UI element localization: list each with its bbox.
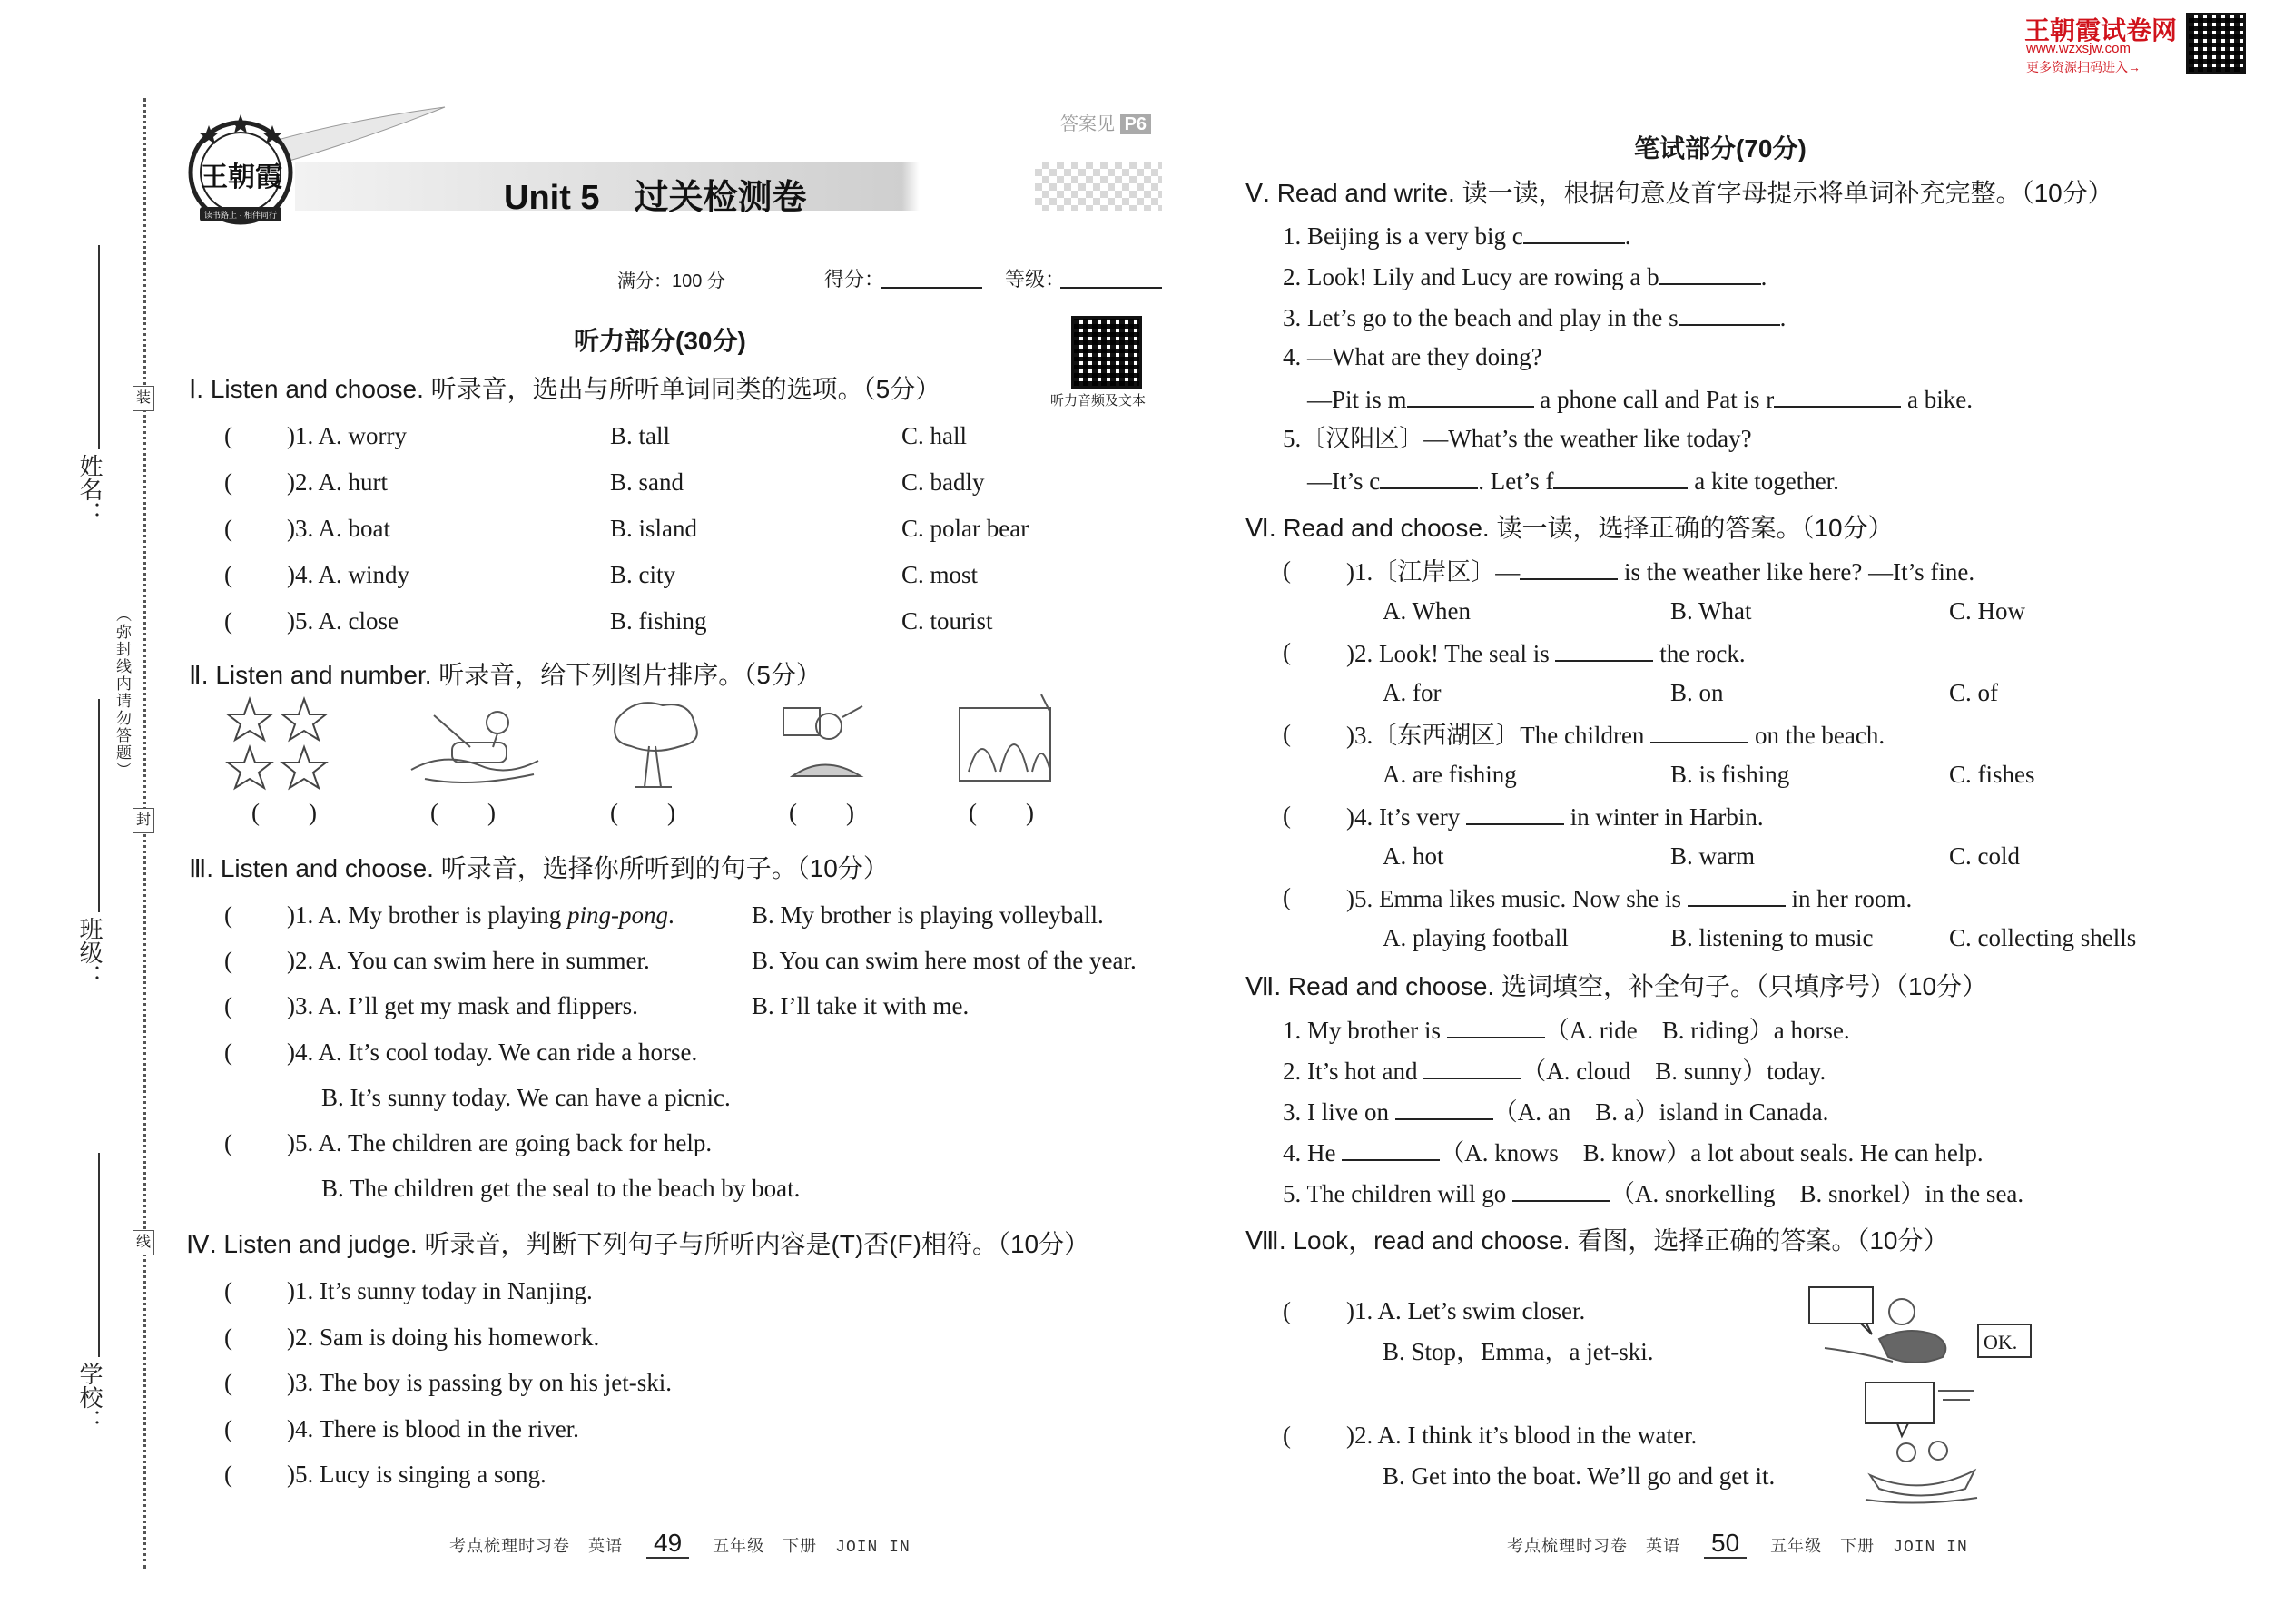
s7-q3-post: （A. an B. a）island in Canada.	[1492, 1098, 1829, 1126]
s5-q5-answer	[1307, 468, 1839, 494]
school-field[interactable]	[98, 1153, 100, 1357]
s3-paren-1[interactable]: (	[224, 901, 232, 929]
s7-q5-post: （A. snorkelling B. snorkel）in the sea.	[1610, 1180, 2024, 1207]
s4-paren-4[interactable]: (	[224, 1415, 232, 1442]
s8-q1-a: )1. A. Let’s swim closer.	[1346, 1297, 1586, 1324]
s7-q5-pre: 5. The children will go	[1283, 1180, 1507, 1207]
s6-q1-post: is the weather like here? —It’s fine.	[1624, 558, 1975, 586]
qr-caption: 听力音频及文本	[1050, 394, 1147, 408]
s7-q5	[1283, 1180, 2023, 1206]
s2-answer-paren-3[interactable]: ( )	[610, 799, 675, 826]
name-field[interactable]	[98, 245, 100, 449]
section-4-title: Ⅳ. Listen and judge. 听录音，判断下列句子与所听内容是(T)否(F)相符。（10分）	[186, 1230, 1090, 1258]
tree-picture	[599, 692, 708, 792]
brand-site-url: www.wzxsjw.com	[2026, 41, 2132, 56]
s8-q1-b: B. Stop，Emma，a jet-ski.	[1383, 1338, 1654, 1365]
s1-option-c-4: C. most	[901, 561, 979, 588]
s3-option-b-5: B. The children get the seal to the beach by boat.	[321, 1175, 801, 1202]
listening-qr-code[interactable]	[1071, 316, 1142, 389]
s5-q4-blank-1[interactable]	[1407, 386, 1534, 408]
logo-subtext: 读书路上 · 相伴同行	[204, 211, 277, 220]
title-checker	[1035, 162, 1162, 211]
s6-paren-3[interactable]: (	[1283, 720, 1291, 747]
jetski-boy-picture	[407, 697, 543, 788]
s6-q4-pre: )4. It’s very	[1346, 803, 1461, 831]
brand-slogan: 更多资源扫码进入→	[2026, 60, 2141, 74]
s6-paren-4[interactable]: (	[1283, 802, 1291, 829]
s3-option-a-4: )4. A. It’s cool today. We can ride a horse.	[287, 1038, 698, 1066]
answer-reference	[1060, 109, 1151, 135]
binding-dashed-line	[143, 98, 146, 1569]
s6-q3-post: on the beach.	[1754, 722, 1885, 749]
section-6-title: Ⅵ. Read and choose. 读一读，选择正确的答案。（10分）	[1245, 514, 1894, 542]
s1-option-c-3: C. polar bear	[901, 515, 1029, 542]
seal-char-3: 线	[133, 1230, 154, 1255]
s4-item-4: )4. There is blood in the river.	[287, 1415, 579, 1442]
footer-term: 下册	[783, 1537, 818, 1555]
s6-q1-blank[interactable]	[1520, 558, 1618, 580]
seal-swim-picture	[1807, 1284, 1988, 1371]
s5-q3-period: .	[1779, 304, 1787, 331]
logo-badge	[182, 109, 300, 227]
seal-char-2: 封	[133, 808, 154, 833]
s5-q4-text-2: a phone call and Pat is r	[1540, 386, 1775, 413]
s5-q1-period: .	[1624, 222, 1631, 250]
s1-option-c-1: C. hall	[901, 422, 967, 449]
s7-q2-pre: 2. It’s hot and	[1283, 1058, 1418, 1085]
section-8-title: Ⅷ. Look，read and choose. 看图，选择正确的答案。（10分）	[1245, 1226, 1949, 1255]
diver-icon	[779, 699, 870, 790]
s4-item-1: )1. It’s sunny today in Nanjing.	[287, 1277, 593, 1304]
s4-item-5: )5. Lucy is singing a song.	[287, 1461, 546, 1488]
footer-subject-right: 英语	[1646, 1537, 1680, 1555]
grade-field[interactable]	[1060, 287, 1162, 289]
s7-q4-post: （A. knows B. know）a lot about seals. He can help.	[1440, 1139, 1984, 1166]
s1-option-c-2: C. badly	[901, 468, 985, 496]
section-7-title: Ⅶ. Read and choose. 选词填空，补全句子。（只填序号）（10分）	[1245, 972, 1988, 1000]
s6-q3-c: C. fishes	[1949, 761, 2035, 788]
s5-q5-question: 5.〔汉阳区〕—What’s the weather like today?	[1283, 425, 1752, 452]
s7-q2-post: （A. cloud B. sunny）today.	[1521, 1058, 1826, 1085]
s7-q2-blank[interactable]	[1423, 1058, 1521, 1079]
s6-q4	[1346, 803, 1764, 830]
s6-q4-b: B. warm	[1670, 842, 1755, 870]
s7-q5-blank[interactable]	[1512, 1180, 1610, 1202]
s6-q5-pre: )5. Emma likes music. Now she is	[1346, 885, 1681, 912]
footer-edition-right: JOIN IN	[1893, 1539, 1968, 1557]
s7-q1-pre: 1. My brother is	[1283, 1017, 1441, 1044]
s3-paren-4[interactable]: (	[224, 1038, 232, 1066]
s5-q4-text-1: —Pit is m	[1307, 386, 1407, 413]
s6-q3-b: B. is fishing	[1670, 761, 1790, 788]
s6-q2-a: A. for	[1383, 679, 1442, 706]
full-score: 满分：100 分	[617, 271, 725, 291]
s6-q3-blank[interactable]	[1650, 722, 1748, 743]
s8-paren-1[interactable]: (	[1283, 1297, 1291, 1324]
logo-text: 王朝霞	[201, 162, 282, 192]
s7-q4-pre: 4. He	[1283, 1139, 1336, 1166]
score-field[interactable]	[881, 287, 982, 289]
fold-note: （弥封线内请勿答题）	[113, 606, 131, 779]
s6-q1	[1346, 558, 1974, 585]
s4-paren-1[interactable]: (	[224, 1277, 232, 1304]
s5-q2-text: 2. Look! Lily and Lucy are rowing a b	[1283, 263, 1659, 290]
s5-q3-text: 3. Let’s go to the beach and play in the s	[1283, 304, 1679, 331]
s3-a1-italic: ping-pong	[566, 901, 668, 929]
s8-paren-2[interactable]: (	[1283, 1422, 1291, 1449]
ok-speech-bubble	[1977, 1324, 2032, 1358]
s3-option-b-2: B. You can swim here most of the year.	[752, 947, 1137, 974]
s1-option-a-1: )1. A. worry	[287, 422, 407, 449]
s5-q4-blank-2[interactable]	[1774, 386, 1901, 408]
s2-answer-paren-4[interactable]: ( )	[789, 799, 854, 826]
s1-paren-1[interactable]: (	[224, 422, 232, 449]
section-5-title: Ⅴ. Read and write. 读一读，根据句意及首字母提示将单词补充完整。（10分）	[1245, 179, 2113, 207]
s5-q5-text-1: —It’s c	[1307, 468, 1381, 495]
footer-grade: 五年级	[713, 1537, 765, 1555]
s1-paren-5[interactable]: (	[224, 607, 232, 635]
s3-option-a-1	[287, 903, 674, 928]
s8-q2-a: )2. A. I think it’s blood in the water.	[1346, 1422, 1698, 1449]
s5-q5-blank-1[interactable]	[1380, 468, 1478, 489]
s5-q1-text: 1. Beijing is a very big c	[1283, 222, 1523, 250]
s6-paren-5[interactable]: (	[1283, 883, 1291, 910]
brand-qr-code[interactable]	[2186, 13, 2246, 74]
page-number-right: 50	[1704, 1529, 1747, 1559]
seal-char-1: 装	[133, 386, 154, 411]
jetski-boy-icon	[407, 697, 543, 788]
s1-paren-4[interactable]: (	[224, 561, 232, 588]
s1-option-a-5: )5. A. close	[287, 607, 399, 635]
s5-q1-blank[interactable]	[1523, 222, 1625, 244]
s6-q3	[1346, 722, 1885, 748]
score-label: 得分：	[824, 268, 885, 290]
footer-edition: JOIN IN	[835, 1539, 911, 1557]
s1-paren-3[interactable]: (	[224, 515, 232, 542]
s5-q3	[1283, 304, 1786, 330]
s2-answer-paren-2[interactable]: ( )	[430, 799, 496, 826]
s3-paren-3[interactable]: (	[224, 992, 232, 1019]
s7-q3-blank[interactable]	[1395, 1098, 1493, 1120]
s3-paren-2[interactable]: (	[224, 947, 232, 974]
s6-q5	[1346, 885, 1912, 911]
section-3-title: Ⅲ. Listen and choose. 听录音，选择你所听到的句子。（10分）	[189, 854, 889, 882]
s5-q5-text-3: a kite together.	[1694, 468, 1839, 495]
s6-q2-b: B. on	[1670, 679, 1724, 706]
s5-q4-question: 4. —What are they doing?	[1283, 343, 1542, 370]
s6-q4-post: in winter in Harbin.	[1570, 803, 1764, 831]
reef-icon	[955, 690, 1059, 790]
s1-option-a-2: )2. A. hurt	[287, 468, 388, 496]
s1-option-a-3: )3. A. boat	[287, 515, 390, 542]
s3-option-b-4: B. It’s sunny today. We can have a picnic.	[321, 1084, 731, 1111]
s6-q5-b: B. listening to music	[1670, 924, 1874, 951]
s5-q2	[1283, 263, 1767, 290]
s4-paren-5[interactable]: (	[224, 1461, 232, 1488]
s7-q1	[1283, 1017, 1850, 1043]
ok-bubble-text: OK.	[1984, 1331, 2018, 1353]
s4-paren-3[interactable]: (	[224, 1369, 232, 1396]
s5-q5-blank-2[interactable]	[1553, 468, 1688, 489]
s5-q4-answer	[1307, 386, 1973, 412]
s6-q5-c: C. collecting shells	[1949, 924, 2137, 951]
diver-picture	[779, 699, 870, 790]
starfish-picture	[222, 694, 336, 794]
s3-a1-text: )1. A. My brother is playing	[287, 901, 567, 929]
reef-picture	[955, 690, 1059, 790]
s6-q5-blank[interactable]	[1688, 885, 1786, 907]
s6-q1-b: B. What	[1670, 597, 1752, 625]
s5-q3-blank[interactable]	[1679, 304, 1780, 326]
s4-paren-2[interactable]: (	[224, 1324, 232, 1351]
right-footer	[1507, 1529, 1968, 1558]
s6-q2	[1346, 640, 1746, 666]
s6-q2-post: the rock.	[1659, 640, 1746, 667]
s3-a1-end: .	[667, 901, 674, 929]
s3-paren-5[interactable]: (	[224, 1129, 232, 1156]
s3-option-b-3: B. I’ll take it with me.	[752, 992, 970, 1019]
s5-q1	[1283, 222, 1630, 249]
s7-q1-post: （A. ride B. riding）a horse.	[1544, 1017, 1850, 1044]
s2-answer-paren-1[interactable]: ( )	[251, 799, 317, 826]
written-title: 笔试部分(70分)	[1634, 134, 1807, 162]
s7-q4-blank[interactable]	[1342, 1139, 1440, 1161]
s6-q3-a: A. are fishing	[1383, 761, 1517, 788]
s6-q2-blank[interactable]	[1555, 640, 1653, 662]
s1-option-b-1: B. tall	[610, 422, 670, 449]
s1-option-b-2: B. sand	[610, 468, 684, 496]
footer-term-right: 下册	[1840, 1537, 1876, 1555]
s6-q3-pre: )3.〔东西湖区〕The children	[1346, 722, 1645, 749]
s6-q1-a: A. When	[1383, 597, 1471, 625]
s6-q1-c: C. How	[1949, 597, 2026, 625]
s1-option-b-5: B. fishing	[610, 607, 707, 635]
name-label: 姓名：	[76, 454, 103, 525]
brand-site-name: 王朝霞试卷网	[2024, 16, 2178, 44]
boat-children-icon	[1861, 1380, 1981, 1507]
s3-option-a-5: )5. A. The children are going back for help.	[287, 1129, 713, 1156]
s7-q3-pre: 3. I live on	[1283, 1098, 1389, 1126]
s1-option-c-5: C. tourist	[901, 607, 993, 635]
s4-item-2: )2. Sam is doing his homework.	[287, 1324, 600, 1351]
left-footer	[449, 1529, 911, 1558]
s7-q2	[1283, 1058, 1826, 1084]
s3-option-a-2: )2. A. You can swim here in summer.	[287, 947, 650, 974]
school-label: 学校：	[76, 1362, 103, 1432]
s8-q2-b: B. Get into the boat. We’ll go and get it.	[1383, 1462, 1776, 1490]
answer-ref-page: P6	[1120, 114, 1151, 134]
grade-label: 等级：	[1005, 268, 1066, 290]
s6-q2-pre: )2. Look! The seal is	[1346, 640, 1550, 667]
s1-option-b-3: B. island	[610, 515, 698, 542]
footer-series: 考点梳理时习卷	[449, 1537, 570, 1555]
section-1-title: Ⅰ. Listen and choose. 听录音，选出与所听单词同类的选项。（5分）	[189, 375, 941, 403]
s6-q5-post: in her room.	[1791, 885, 1913, 912]
s5-q2-blank[interactable]	[1659, 263, 1761, 285]
class-label: 班级：	[76, 917, 103, 988]
s1-paren-2[interactable]: (	[224, 468, 232, 496]
s5-q5-text-2: . Let’s f	[1478, 468, 1554, 495]
s3-option-a-3: )3. A. I’ll get my mask and flippers.	[287, 992, 638, 1019]
s3-option-b-1: B. My brother is playing volleyball.	[752, 901, 1104, 929]
s5-q4-text-3: a bike.	[1906, 386, 1973, 413]
tree-icon	[599, 692, 708, 792]
section-2-title: Ⅱ. Listen and number. 听录音，给下列图片排序。（5分）	[189, 661, 822, 689]
s6-q2-c: C. of	[1949, 679, 1998, 706]
s6-q4-c: C. cold	[1949, 842, 2020, 870]
s4-item-3: )3. The boy is passing by on his jet-ski.	[287, 1369, 672, 1396]
speech-bubble-icon	[1807, 1284, 1988, 1371]
s6-q4-a: A. hot	[1383, 842, 1444, 870]
binding-margin	[0, 0, 154, 1624]
s6-paren-1[interactable]: (	[1283, 556, 1291, 584]
s7-q4	[1283, 1139, 1984, 1166]
listening-title: 听力部分(30分)	[574, 327, 746, 355]
page-number: 49	[646, 1529, 689, 1559]
s7-q3	[1283, 1098, 1828, 1125]
s1-option-a-4: )4. A. windy	[287, 561, 409, 588]
page-title: Unit 5 过关检测卷	[504, 179, 807, 217]
footer-subject: 英语	[588, 1537, 623, 1555]
s1-option-b-4: B. city	[610, 561, 675, 588]
s6-q1-pre: )1.〔江岸区〕—	[1346, 558, 1521, 586]
s6-q4-blank[interactable]	[1466, 803, 1564, 825]
s7-q1-blank[interactable]	[1447, 1017, 1545, 1038]
answer-ref-label: 答案见	[1060, 114, 1115, 134]
s6-q5-a: A. playing football	[1383, 924, 1569, 951]
s2-answer-paren-5[interactable]: ( )	[969, 799, 1034, 826]
footer-grade-right: 五年级	[1770, 1537, 1823, 1555]
class-field[interactable]	[98, 699, 100, 912]
footer-series-right: 考点梳理时习卷	[1507, 1537, 1628, 1555]
starfish-icon	[222, 694, 336, 794]
s5-q2-period: .	[1760, 263, 1767, 290]
s6-paren-2[interactable]: (	[1283, 638, 1291, 665]
boat-picture	[1861, 1380, 1981, 1507]
